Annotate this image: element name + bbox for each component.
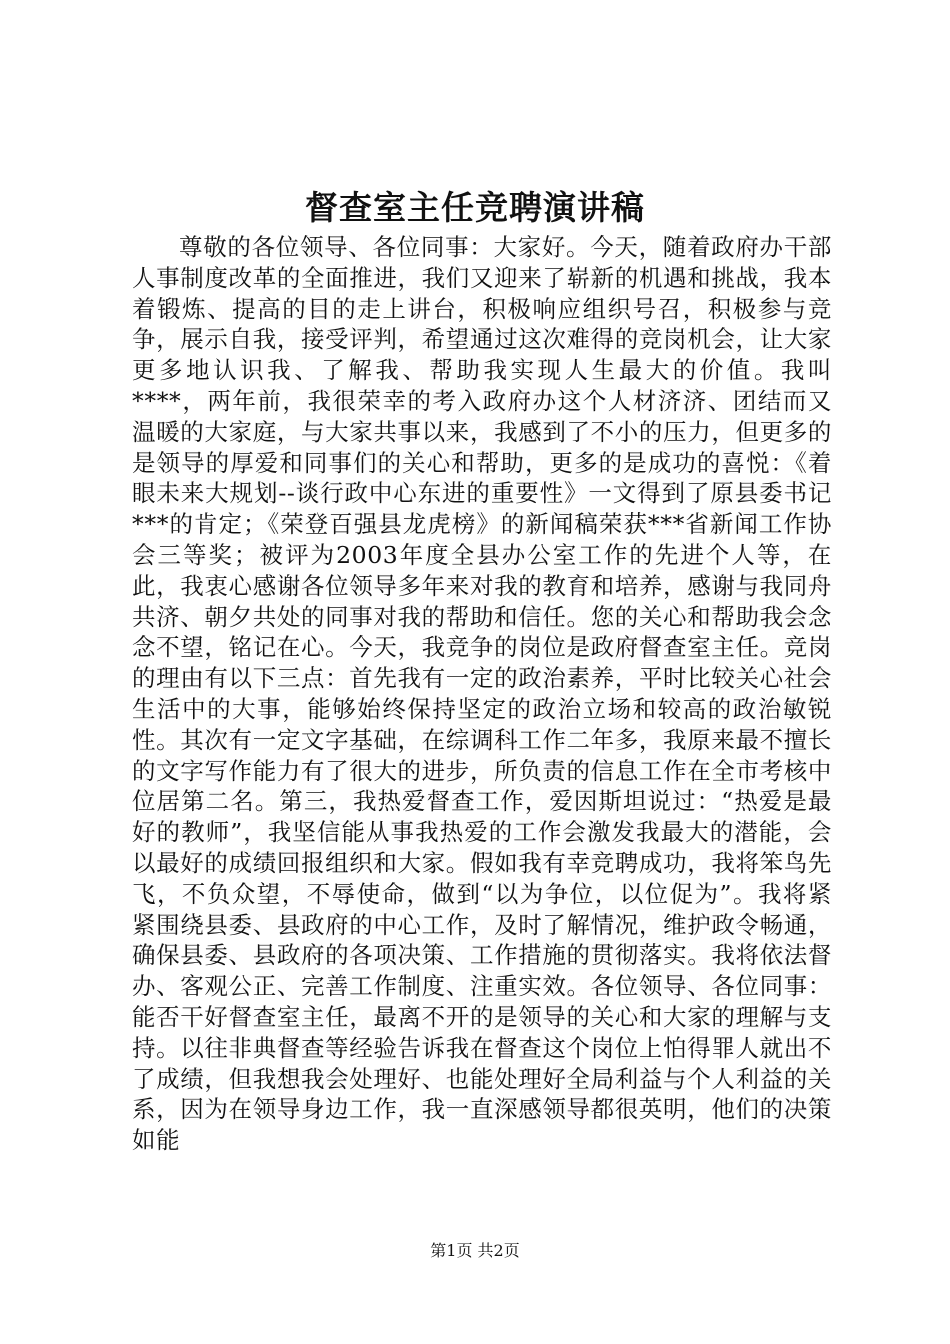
page-footer: 第1页 共2页 <box>430 1241 520 1260</box>
document-title: 督查室主任竞聘演讲稿 <box>305 188 645 227</box>
document-body: 尊敬的各位领导、各位同事：大家好。今天，随着政府办干部人事制度改革的全面推进，我们又迎来了崭新的机遇和挑战，我本着锻炼、提高的目的走上讲台，积极响应组织号召，积极参与竞争，展示自我，接受评判，希望通过这次难得的竞岗机会，让大家更多地认识我、了解我、帮助我实现人生最大的价值。我叫****，两年前，我很荣幸的考入政府办这个人材济济、团结而又温暖的大家庭，与大家共事以来，我感到了不小的压力，但更多的是领导的厚爱和同事们的关心和帮助，更多的是成功的喜悦：《着眼未来大规划--谈行政中心东进的重要性》一文得到了原县委书记***的肯定；《荣登百强县龙虎榜》的新闻稿荣获***省新闻工作协会三等奖；被评为2003年度全县办公室工作的先进个人等，在此，我衷心感谢各位领导多年来对我的教育和培养，感谢与我同舟共济、朝夕共处的同事对我的帮助和信任。您的关心和帮助我会念念不望，铭记在心。今天，我竞争的岗位是政府督查室主任。竞岗的理由有以下三点：首先我有一定的政治素养，平时比较关心社会生活中的大事，能够始终保持坚定的政治立场和较高的政治敏锐性。其次有一定文字基础，在综调科工作二年多，我原来最不擅长的文字写作能力有了很大的进步，所负责的信息工作在全市考核中位居第二名。第三，我热爱督查工作，爱因斯坦说过：“热爱是最好的教师”，我坚信能从事我热爱的工作会激发我最大的潜能，会以最好的成绩回报组织和大家。假如我有幸竞聘成功，我将笨鸟先飞，不负众望，不辱使命，做到“以为争位，以位促为”。我将紧紧围绕县委、县政府的中心工作，及时了解情况，维护政令畅通，确保县委、县政府的各项决策、工作措施的贯彻落实。我将依法督办、客观公正、完善工作制度、注重实效。各位领导、各位同事：能否干好督查室主任，最离不开的是领导的关心和大家的理解与支持。以往非典督查等经验告诉我在督查这个岗位上怕得罪人就出不了成绩，但我想我会处理好、也能处理好全局利益与个人利益的关系，因为在领导身边工作，我一直深感领导都很英明，他们的决策如能 <box>132 233 832 1155</box>
